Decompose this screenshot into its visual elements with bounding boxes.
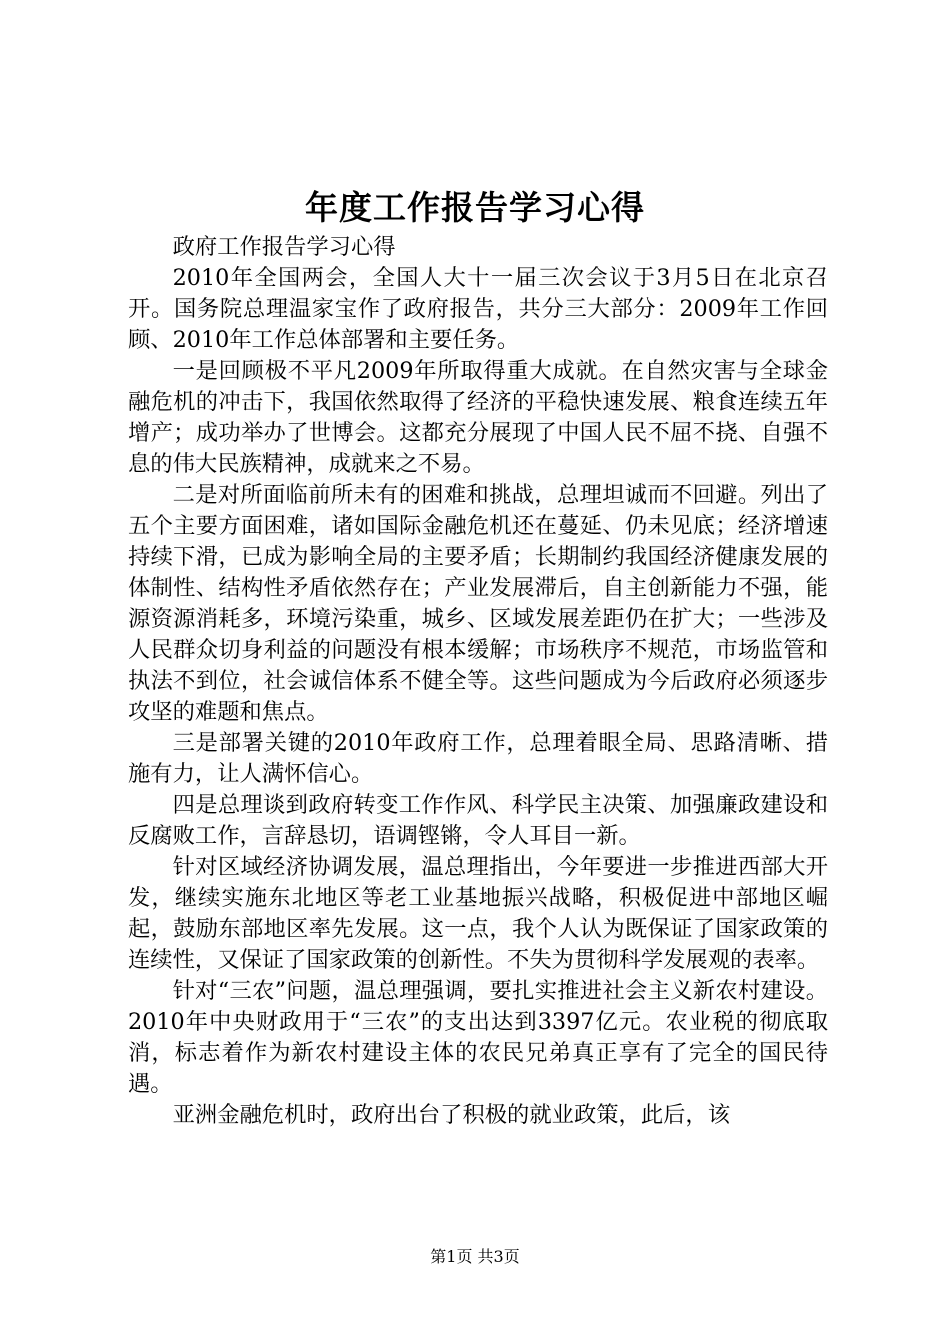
page-number-footer: 第1页 共3页 (430, 1247, 520, 1266)
paragraph: 二是对所面临前所未有的困难和挑战，总理坦诚而不回避。列出了五个主要方面困难，诸如国际金融危机还在蔓延、仍未见底；经济增速持续下滑，已成为影响全局的主要矛盾；长期制约我国经济健康发展的体制性、结构性矛盾依然存在；产业发展滞后，自主创新能力不强，能源资源消耗多，环境污染重，城乡、区域发展差距仍在扩大；一些涉及人民群众切身利益的问题没有根本缓解；市场秩序不规范，市场监管和执法不到位，社会诚信体系不健全等。这些问题成为今后政府必须逐步攻坚的难题和焦点。 (128, 482, 828, 725)
paragraph: 针对“三农”问题，温总理强调，要扎实推进社会主义新农村建设。2010年中央财政用于“三农”的支出达到3397亿元。农业税的彻底取消，标志着作为新农村建设主体的农民兄弟真正享有了完全的国民待遇。 (128, 978, 828, 1097)
paragraph: 2010年全国两会，全国人大十一届三次会议于3月5日在北京召开。国务院总理温家宝作了政府报告，共分三大部分：2009年工作回顾、2010年工作总体部署和主要任务。 (128, 265, 828, 353)
paragraph: 针对区域经济协调发展，温总理指出，今年要进一步推进西部大开发，继续实施东北地区等老工业基地振兴战略，积极促进中部地区崛起，鼓励东部地区率先发展。这一点，我个人认为既保证了国家政策的连续性，又保证了国家政策的创新性。不失为贯彻科学发展观的表率。 (128, 854, 828, 973)
document-title: 年度工作报告学习心得 (305, 188, 645, 227)
document-body (128, 232, 828, 1131)
paragraph-subtitle: 政府工作报告学习心得 (172, 234, 396, 260)
paragraph: 四是总理谈到政府转变工作作风、科学民主决策、加强廉政建设和反腐败工作，言辞恳切，语调铿锵，令人耳目一新。 (128, 792, 828, 849)
paragraph: 三是部署关键的2010年政府工作，总理着眼全局、思路清晰、措施有力，让人满怀信心。 (128, 730, 828, 787)
paragraph: 亚洲金融危机时，政府出台了积极的就业政策，此后，该 (172, 1102, 731, 1128)
paragraph: 一是回顾极不平凡2009年所取得重大成就。在自然灾害与全球金融危机的冲击下，我国依然取得了经济的平稳快速发展、粮食连续五年增产；成功举办了世博会。这都充分展现了中国人民不屈不挠、自强不息的伟大民族精神，成就来之不易。 (128, 358, 828, 477)
